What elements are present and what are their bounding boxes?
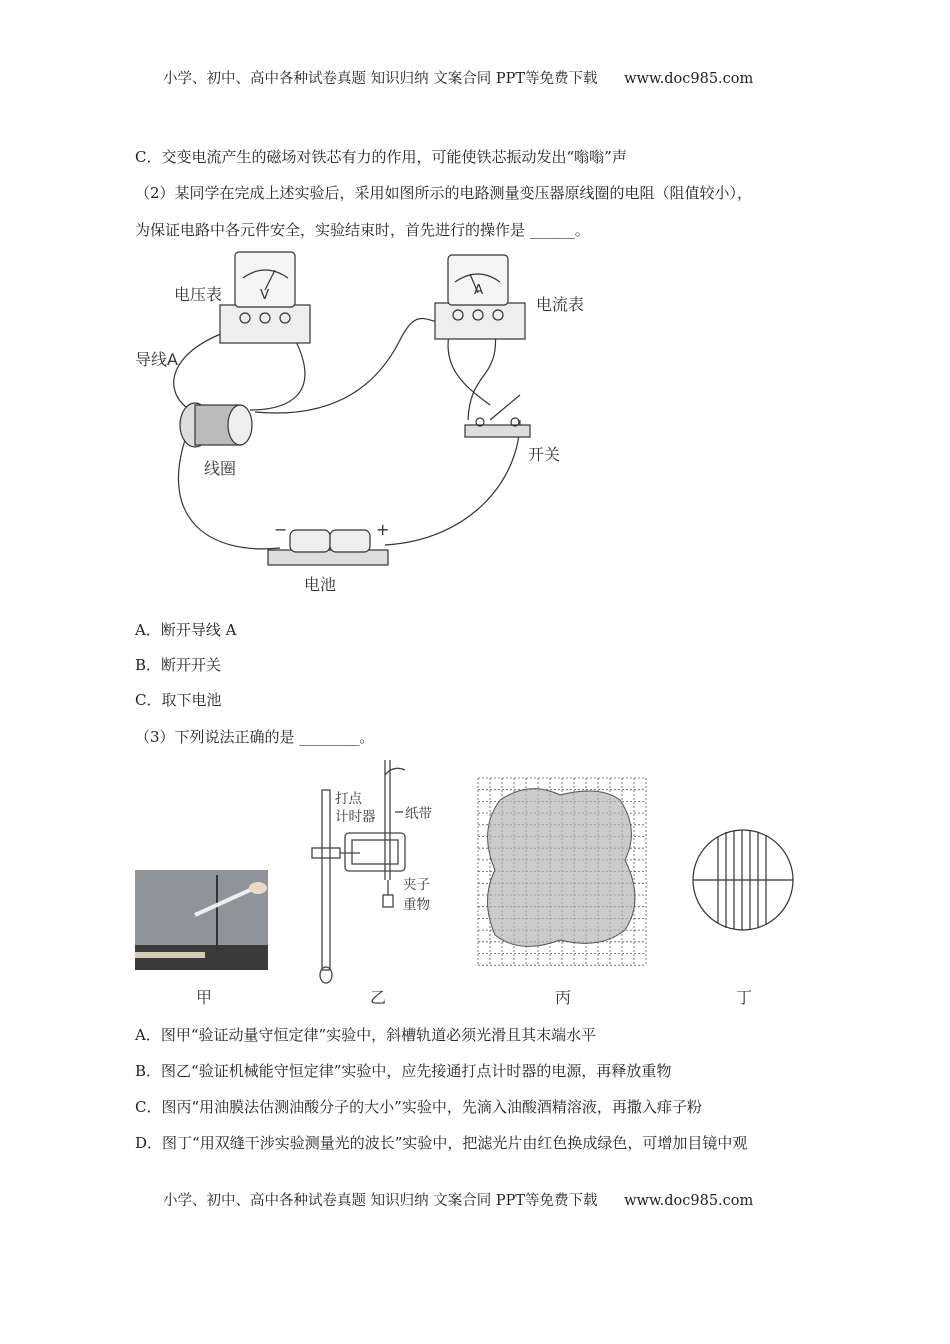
footer-url[interactable]: www.doc985.com	[624, 1193, 754, 1209]
q3-option-d: D．图丁“用双缝干涉实验测量光的波长”实验中，把滤光片由红色换成绿色，可增加目镜中观	[135, 1134, 748, 1152]
figure-bing-grid	[478, 778, 646, 965]
question-3-stem: （3）下列说法正确的是 ________。	[135, 728, 375, 746]
wire-a-label: 导线A	[135, 350, 178, 369]
voltmeter-label: 电压表	[174, 285, 223, 304]
q3-option-a: A．图甲“验证动量守恒定律”实验中，斜槽轨道必须光滑且其末端水平	[135, 1026, 597, 1044]
clip-label: 夹子	[403, 877, 430, 893]
coil-label: 线圈	[204, 459, 237, 478]
weight-label: 重物	[403, 897, 430, 913]
battery-plus: +	[376, 520, 390, 539]
option-a: A．断开导线 A	[135, 621, 237, 639]
page-footer	[163, 1191, 753, 1211]
battery-label: 电池	[304, 575, 337, 594]
option-c-text: C．交变电流产生的磁场对铁芯有力的作用，可能使铁芯振动发出“嗡嗡”声	[135, 148, 627, 166]
question-2-line1: （2）某同学在完成上述实验后，采用如图所示的电路测量变压器原线圈的电阻（阻值较小），	[135, 184, 753, 202]
header-text: 小学、初中、高中各种试卷真题 知识归纳 文案合同 PPT等免费下载	[163, 71, 598, 87]
voltmeter-symbol: V	[260, 287, 270, 303]
tape-label: 纸带	[405, 806, 432, 822]
header-url[interactable]: www.doc985.com	[624, 71, 754, 87]
switch-label: 开关	[528, 445, 561, 464]
timer-label-1: 打点	[335, 791, 362, 807]
ammeter-symbol: A	[474, 282, 484, 298]
timer-label-2: 计时器	[335, 809, 376, 825]
question-2-line2: 为保证电路中各元件安全，实验结束时，首先进行的操作是 ______。	[135, 221, 590, 239]
footer-text: 小学、初中、高中各种试卷真题 知识归纳 文案合同 PPT等免费下载	[163, 1193, 598, 1209]
figure-ding-fringes	[693, 830, 793, 930]
ammeter-label: 电流表	[536, 295, 585, 314]
battery-minus: −	[274, 520, 288, 539]
figure-jia-photo	[135, 870, 268, 970]
q3-option-c: C．图丙“用油膜法估测油酸分子的大小”实验中，先滴入油酸酒精溶液，再撒入痱子粉	[135, 1098, 702, 1116]
option-b: B．断开开关	[135, 656, 222, 674]
figure-label-bing: 丙	[555, 988, 572, 1007]
figure-label-ding: 丁	[736, 988, 753, 1007]
figure-label-jia: 甲	[196, 988, 213, 1007]
q3-option-b: B．图乙“验证机械能守恒定律”实验中，应先接通打点计时器的电源，再释放重物	[135, 1062, 672, 1080]
option-c: C．取下电池	[135, 691, 222, 709]
figure-label-yi: 乙	[370, 988, 387, 1007]
